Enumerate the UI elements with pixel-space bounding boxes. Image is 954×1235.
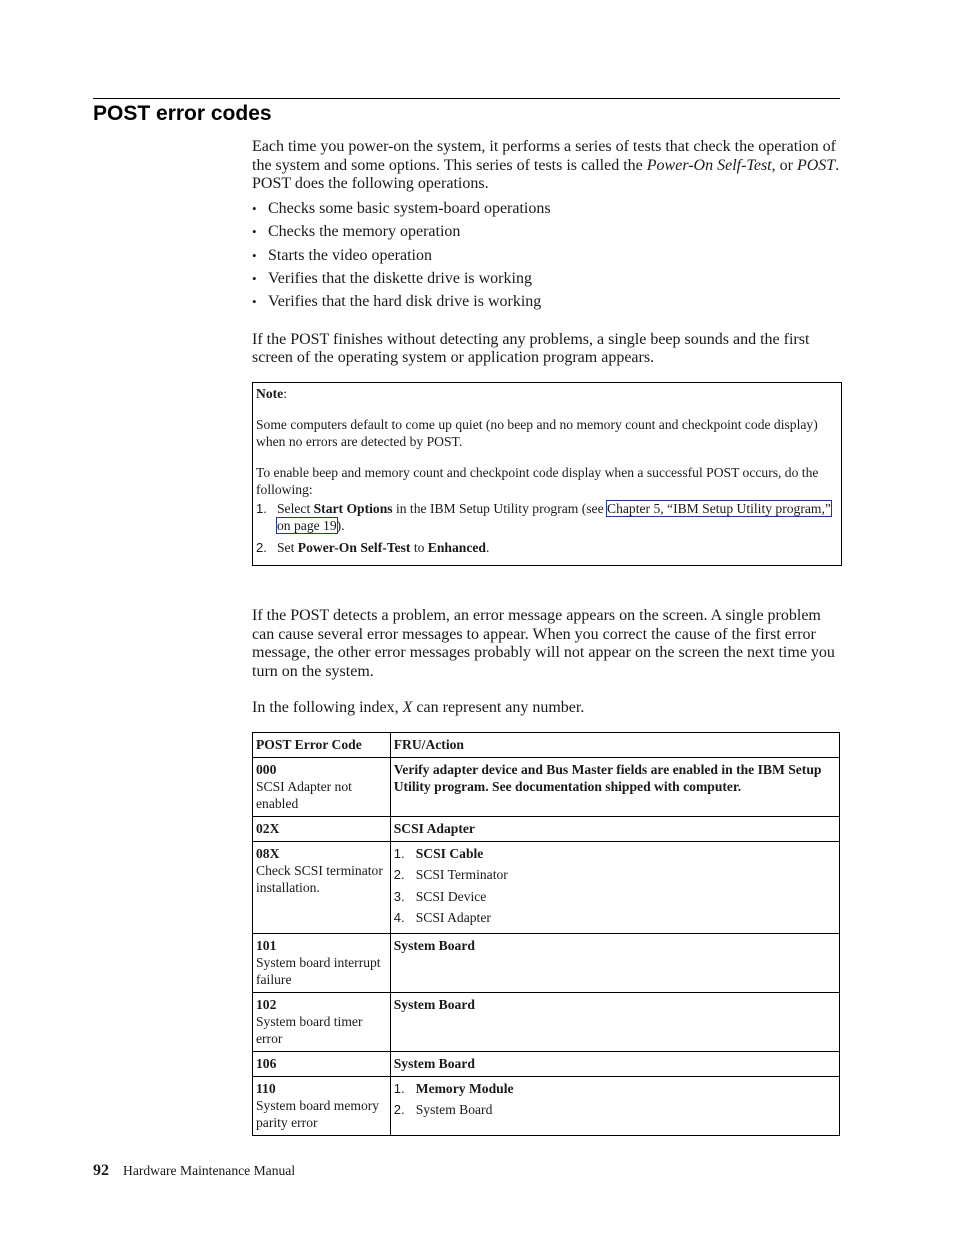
list-item: • Verifies that the diskette drive is working bbox=[252, 270, 842, 293]
fru-text: Memory Module bbox=[415, 1080, 514, 1096]
fru-text: SCSI Adapter bbox=[415, 910, 491, 926]
note-label: Note bbox=[256, 385, 284, 401]
step-emphasis: Power-On Self-Test bbox=[297, 539, 411, 555]
page-number: 92 bbox=[93, 1162, 109, 1179]
step-emphasis: Start Options bbox=[313, 500, 393, 516]
step-text: . bbox=[485, 539, 490, 555]
fru-text: System Board bbox=[415, 1102, 493, 1118]
error-description: System board timer error bbox=[256, 1013, 363, 1046]
code-cell bbox=[253, 933, 391, 992]
fru-item bbox=[394, 1099, 836, 1121]
list-item: • Verifies that the hard disk drive is working bbox=[252, 293, 842, 316]
error-code: 08X bbox=[256, 845, 280, 861]
error-code: 102 bbox=[256, 996, 277, 1012]
fru-cell: System Board bbox=[390, 992, 839, 1051]
note-step bbox=[256, 500, 833, 534]
fru-number: 2. bbox=[393, 1102, 405, 1118]
index-text: can represent any number. bbox=[412, 699, 585, 717]
fru-item bbox=[394, 886, 836, 908]
fru-cell: Verify adapter device and Bus Master fields are enabled in the IBM Setup Utility program. See documentation shipped with computer. bbox=[390, 757, 839, 816]
code-cell bbox=[253, 757, 391, 816]
table-row bbox=[253, 1076, 840, 1135]
code-cell bbox=[253, 1051, 391, 1076]
step-number: 1. bbox=[256, 500, 267, 516]
note-heading bbox=[256, 385, 833, 402]
section-title: POST error codes bbox=[93, 102, 272, 125]
list-item: • Starts the video operation bbox=[252, 247, 842, 270]
fru-number: 1. bbox=[393, 1080, 405, 1096]
intro-term-post-full: Power-On Self-Test bbox=[646, 156, 772, 174]
step-text: to bbox=[410, 539, 428, 555]
fru-cell: System Board bbox=[390, 1051, 839, 1076]
page-footer bbox=[93, 1162, 295, 1180]
column-header-code: POST Error Code bbox=[253, 732, 391, 757]
fru-number: 1. bbox=[393, 845, 405, 861]
problem-paragraph: If the POST detects a problem, an error message appears on the screen. A single problem can cause several error messages to appear. When you correct the cause of the first error message, the other error messages probably will not appear on the screen the next time you turn on the system. bbox=[252, 606, 835, 680]
section-body bbox=[252, 138, 842, 1136]
code-cell bbox=[253, 816, 391, 841]
table-row bbox=[253, 841, 840, 933]
code-cell bbox=[253, 1076, 391, 1135]
step-emphasis: Enhanced bbox=[427, 539, 486, 555]
table-row bbox=[253, 816, 840, 841]
table-row bbox=[253, 992, 840, 1051]
step-text: Select bbox=[277, 500, 314, 516]
table-row bbox=[253, 1051, 840, 1076]
index-variable: X bbox=[402, 699, 413, 717]
fru-cell bbox=[390, 841, 839, 933]
error-code: 02X bbox=[256, 820, 280, 836]
post-operations-list bbox=[252, 200, 842, 317]
fru-text: SCSI Cable bbox=[415, 845, 484, 861]
chapter-5-link[interactable]: Chapter 5, “IBM Setup Utility program,” on page 19 bbox=[277, 500, 831, 533]
manual-title: Hardware Maintenance Manual bbox=[123, 1163, 296, 1178]
table-row bbox=[253, 757, 840, 816]
code-cell bbox=[253, 841, 391, 933]
error-description: System board memory parity error bbox=[256, 1097, 380, 1130]
step-text: in the IBM Setup Utility program (see bbox=[392, 500, 608, 516]
fru-list bbox=[394, 1078, 836, 1121]
index-paragraph bbox=[252, 699, 842, 718]
post-error-table bbox=[252, 732, 840, 1136]
table-header-row bbox=[253, 732, 840, 757]
fru-number: 4. bbox=[393, 910, 405, 926]
note-step bbox=[256, 539, 833, 556]
fru-cell: SCSI Adapter bbox=[390, 816, 839, 841]
step-number: 2. bbox=[256, 539, 267, 555]
error-code: 101 bbox=[256, 937, 277, 953]
fru-item bbox=[394, 864, 836, 886]
fru-number: 2. bbox=[393, 867, 405, 883]
intro-term-post: POST bbox=[796, 156, 836, 174]
note-paragraph: Some computers default to come up quiet (no beep and no memory count and checkpoint code display) when no errors are detected by POST. bbox=[256, 416, 818, 449]
note-colon: : bbox=[283, 385, 287, 401]
fru-cell: System Board bbox=[390, 933, 839, 992]
fru-item bbox=[394, 1078, 836, 1100]
step-text: ). bbox=[336, 517, 345, 533]
fru-number: 3. bbox=[393, 888, 405, 904]
note-box bbox=[252, 382, 842, 566]
error-code: 110 bbox=[256, 1080, 276, 1096]
intro-text: Each time you power-on the system, it performs a series of tests that check the operation of the system and some options. This series of tests is called the bbox=[252, 138, 836, 174]
column-header-fru: FRU/Action bbox=[390, 732, 839, 757]
error-code: 000 bbox=[256, 761, 277, 777]
step-text: Set bbox=[277, 539, 298, 555]
error-code: 106 bbox=[256, 1055, 277, 1071]
fru-text: SCSI Device bbox=[415, 888, 487, 904]
intro-text: , or bbox=[771, 156, 797, 174]
fru-cell bbox=[390, 1076, 839, 1135]
error-description: SCSI Adapter not enabled bbox=[256, 778, 352, 811]
list-item: • Checks some basic system-board operations bbox=[252, 200, 842, 223]
table-row bbox=[253, 933, 840, 992]
intro-text: . POST does the following operations. bbox=[252, 156, 840, 193]
fru-text: SCSI Terminator bbox=[415, 867, 508, 883]
fru-list bbox=[394, 843, 836, 929]
note-paragraph: To enable beep and memory count and checkpoint code display when a successful POST occurs, do the following: bbox=[256, 464, 819, 497]
fru-item bbox=[394, 907, 836, 929]
success-paragraph: If the POST finishes without detecting any problems, a single beep sounds and the first screen of the operating system or application program appears. bbox=[252, 330, 810, 367]
error-description: System board interrupt failure bbox=[256, 954, 381, 987]
fru-item bbox=[394, 843, 836, 865]
error-description: Check SCSI terminator installation. bbox=[256, 862, 383, 895]
code-cell bbox=[253, 992, 391, 1051]
section-rule bbox=[93, 98, 840, 99]
intro-paragraph bbox=[252, 138, 842, 194]
list-item: • Checks the memory operation bbox=[252, 223, 842, 246]
note-steps bbox=[256, 500, 833, 556]
index-text: In the following index, bbox=[252, 699, 403, 717]
